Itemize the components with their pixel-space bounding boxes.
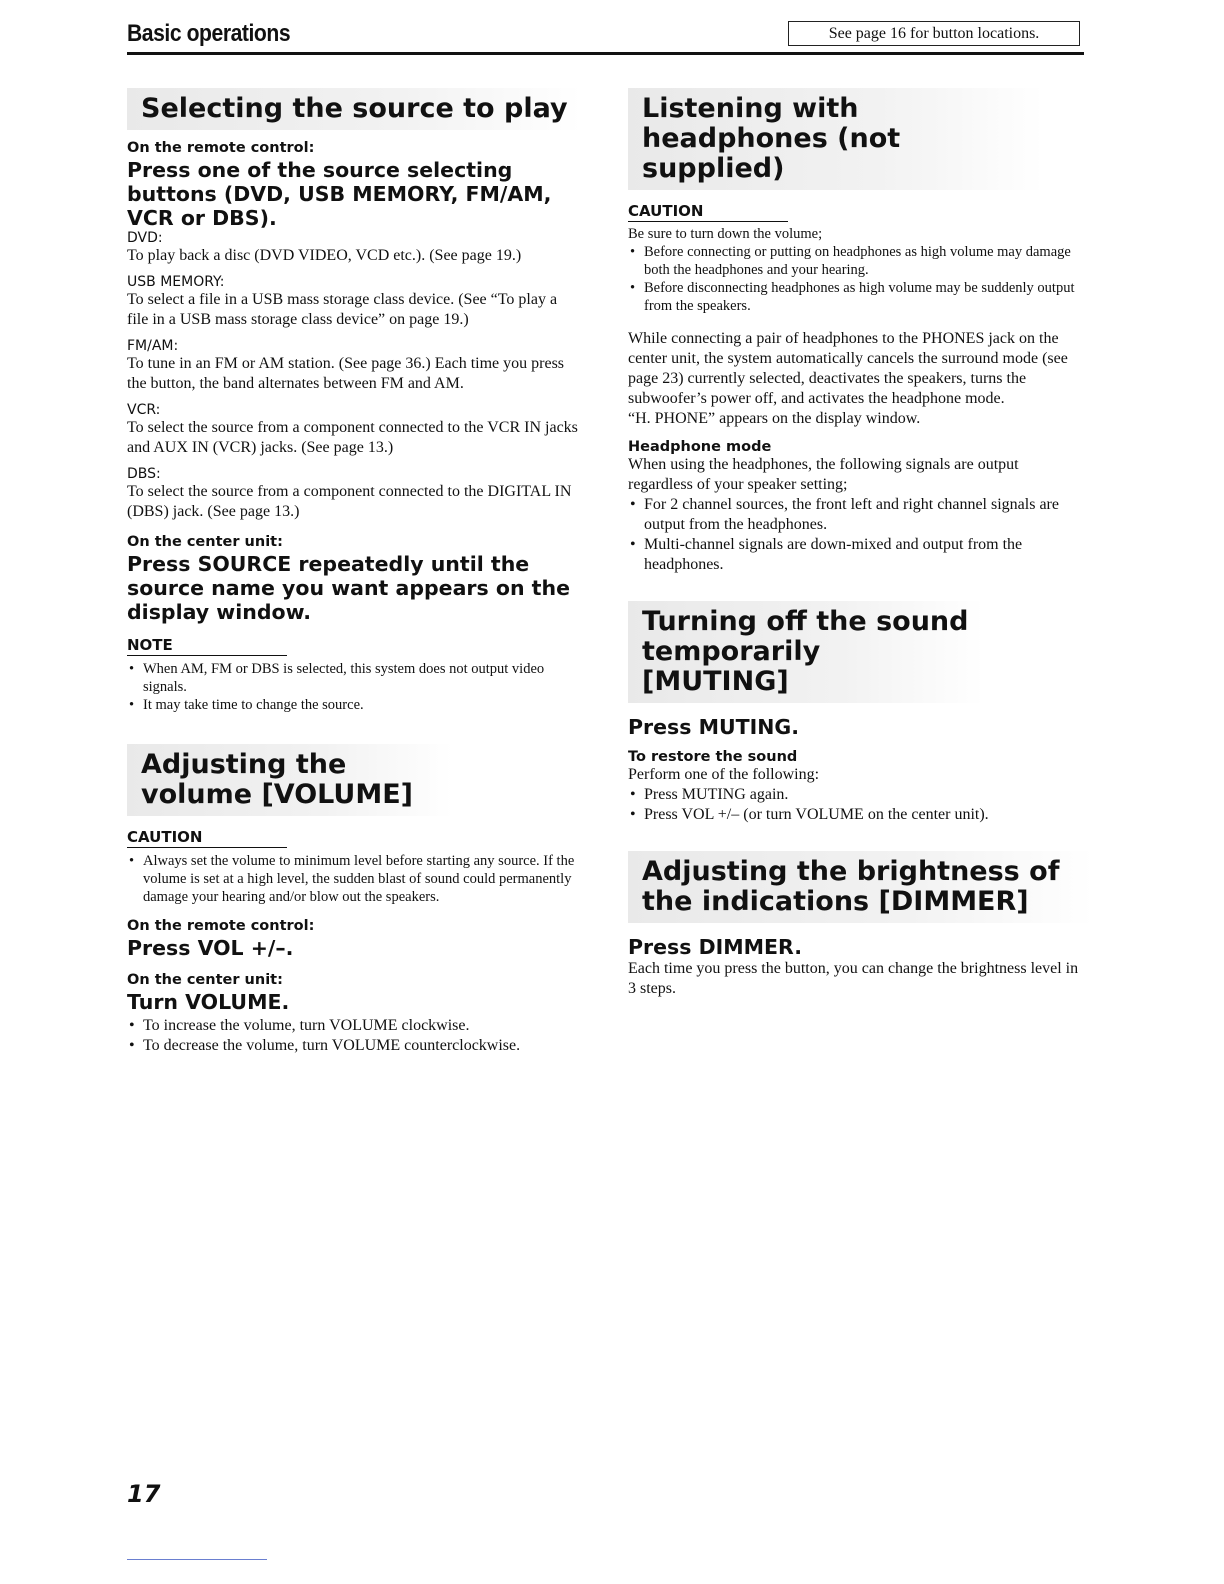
caution-list: [127, 852, 582, 906]
list-item: • Multi-channel signals are down-mixed and output from the headphones.: [628, 535, 1084, 575]
list-item: • Press VOL +/– (or turn VOLUME on the center unit).: [628, 805, 1084, 825]
section-title-muting: Turning off the sound temporarily [MUTING]: [628, 601, 984, 703]
caution-list: [628, 243, 1084, 315]
source-item-label: DVD:: [127, 230, 163, 246]
source-item-text: To play back a disc (DVD VIDEO, VCD etc.). (See page 19.): [127, 247, 522, 264]
list-item: • It may take time to change the source.: [127, 696, 582, 714]
source-item-fmam: [127, 338, 582, 394]
restore-sound-bullets: [628, 785, 1084, 825]
section-title-headphones: Listening with headphones (not supplied): [628, 88, 1044, 190]
section-title-dimmer: Adjusting the brightness of the indications [DIMMER]: [628, 851, 1094, 923]
source-item-label: VCR:: [127, 402, 161, 418]
source-item-label: FM/AM:: [127, 338, 179, 354]
headphone-mode-bullets: [628, 495, 1084, 575]
headphone-mode-text: When using the headphones, the following signals are output regardless of your speaker setting;: [628, 456, 1019, 493]
section-title-volume: Adjusting the volume [VOLUME]: [127, 744, 453, 816]
volume-caution-block: [127, 828, 582, 906]
list-item: • To increase the volume, turn VOLUME clockwise.: [127, 1016, 582, 1036]
center-unit-kicker: On the center unit:: [127, 972, 283, 988]
source-item-text: To select the source from a component connected to the VCR IN jacks and AUX IN (VCR) jacks. (See page 13.): [127, 419, 578, 456]
remote-control-kicker: On the remote control:: [127, 140, 315, 156]
list-item: • When AM, FM or DBS is selected, this system does not output video signals.: [127, 660, 582, 696]
list-item: • Before connecting or putting on headphones as high volume may damage both the headphones and your hearing.: [628, 243, 1084, 279]
headphones-paragraph: While connecting a pair of headphones to the PHONES jack on the center unit, the system automatically cancels the surround mode (see page 23) currently selected, deactivates the speakers, turns the subwoofer’s power off, and activates the headphone mode.: [628, 330, 1068, 407]
headphones-caution-block: [628, 202, 1084, 315]
list-item: • Press MUTING again.: [628, 785, 1084, 805]
dimmer-text: Each time you press the button, you can change the brightness level in 3 steps.: [628, 960, 1079, 997]
dimmer-instruction: Press DIMMER.: [628, 935, 802, 959]
source-instruction: Press one of the source selecting buttons (DVD, USB MEMORY, FM/AM, VCR or DBS).: [127, 158, 552, 230]
source-item-text: To tune in an FM or AM station. (See page 36.) Each time you press the button, the band alternates between FM and AM.: [127, 355, 565, 392]
left-column: [127, 88, 582, 1056]
restore-sound-text: Perform one of the following:: [628, 766, 820, 783]
list-item: • For 2 channel sources, the front left and right channel signals are output from the headphones.: [628, 495, 1084, 535]
volume-remote-instruction: Press VOL +/–.: [127, 936, 294, 960]
source-item-text: To select a file in a USB mass storage class device. (See “To play a file in a USB mass storage class device” on page 19.): [127, 291, 558, 328]
section-title-source: Selecting the source to play: [127, 88, 582, 130]
muting-instruction: Press MUTING.: [628, 715, 800, 739]
header-page-reference: See page 16 for button locations.: [788, 21, 1080, 46]
caution-heading: CAUTION: [127, 828, 287, 848]
source-center-instruction: Press SOURCE repeatedly until the source name you want appears on the display window.: [127, 552, 570, 624]
header-rule: [127, 52, 1084, 55]
list-item: • Before disconnecting headphones as high volume may be suddenly output from the speakers.: [628, 279, 1084, 315]
volume-center-instruction: Turn VOLUME.: [127, 990, 290, 1014]
remote-control-kicker: On the remote control:: [127, 918, 315, 934]
source-item-dbs: [127, 466, 582, 522]
list-item: • Always set the volume to minimum level before starting any source. If the volume is set at a high level, the sudden blast of sound could permanently damage your hearing and/or blow out the speakers.: [127, 852, 582, 906]
center-unit-kicker: On the center unit:: [127, 534, 283, 550]
source-item-label: DBS:: [127, 466, 161, 482]
note-heading: NOTE: [127, 636, 287, 656]
headphones-display-note: “H. PHONE” appears on the display window.: [628, 410, 921, 427]
source-item-label: USB MEMORY:: [127, 274, 225, 290]
right-column: [628, 88, 1084, 999]
source-item-dvd: [127, 230, 582, 266]
volume-bullets: [127, 1016, 582, 1056]
headphone-mode-heading: Headphone mode: [628, 439, 772, 455]
note-block: [127, 636, 582, 714]
source-item-text: To select the source from a component connected to the DIGITAL IN (DBS) jack. (See page 13.): [127, 483, 572, 520]
source-item-usb: [127, 274, 582, 330]
header-title: Basic operations: [127, 20, 291, 47]
caution-intro: Be sure to turn down the volume;: [628, 226, 823, 242]
source-item-vcr: [127, 402, 582, 458]
note-list: [127, 660, 582, 714]
page-number: 17: [127, 1480, 161, 1508]
list-item: • To decrease the volume, turn VOLUME counterclockwise.: [127, 1036, 582, 1056]
restore-sound-heading: To restore the sound: [628, 749, 798, 765]
footer-rule: [127, 1559, 267, 1560]
caution-heading: CAUTION: [628, 202, 788, 222]
